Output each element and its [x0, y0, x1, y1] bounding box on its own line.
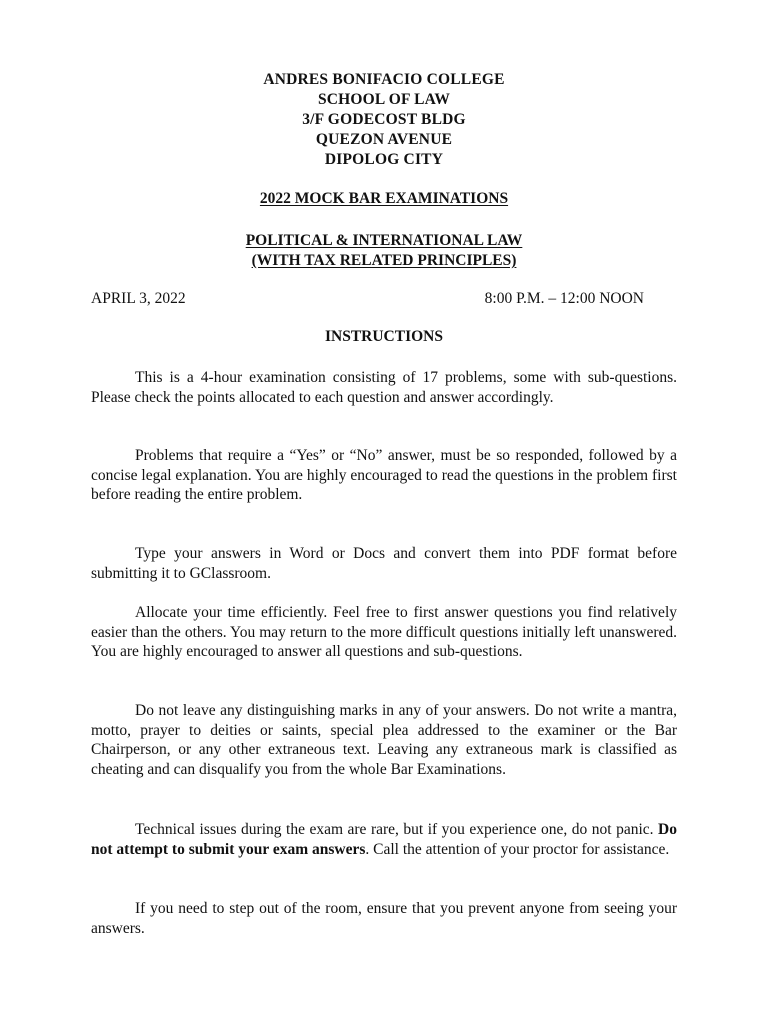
paragraph-6-start: Technical issues during the exam are rare, but if you experience one, do not panic. [135, 821, 659, 838]
subject-line-1: POLITICAL & INTERNATIONAL LAW [245, 232, 523, 249]
exam-date: APRIL 3, 2022 [91, 290, 186, 307]
instruction-paragraph-6 [91, 820, 677, 859]
instruction-paragraph-2: Problems that require a “Yes” or “No” answer, must be so responded, followed by a concise legal explanation. You are highly encouraged to read the questions in the problem first before reading the entire problem. [91, 447, 677, 504]
paragraph-6-emphasis: Do not attempt to submit your exam answers [91, 821, 677, 858]
instructions-heading: INSTRUCTIONS [324, 328, 443, 345]
instruction-paragraph-7: If you need to step out of the room, ensure that you prevent anyone from seeing your answers. [91, 900, 677, 937]
city-address: DIPOLOG CITY [324, 151, 444, 168]
paragraph-6-end: . Call the attention of your proctor for assistance. [365, 840, 670, 858]
college-name: ANDRES BONIFACIO COLLEGE [263, 71, 505, 88]
institution-header [0, 70, 768, 170]
school-name: SCHOOL OF LAW [317, 91, 451, 108]
instruction-paragraph-4: Allocate your time efficiently. Feel free to first answer questions you find relatively easier than the others. You may return to the more difficult questions initially left unanswered. You are highly encouraged to answer all questions and sub-questions. [91, 604, 677, 661]
instruction-paragraph-3: Type your answers in Word or Docs and convert them into PDF format before submitting it to GClassroom. [91, 545, 677, 582]
subject-line-2: (WITH TAX RELATED PRINCIPLES) [251, 252, 517, 269]
instruction-paragraph-1: This is a 4-hour examination consisting of 17 problems, some with sub-questions. Please check the points allocated to each question and answer accordingly. [91, 369, 677, 406]
avenue-address: QUEZON AVENUE [315, 131, 453, 148]
exam-subject [0, 231, 768, 271]
instruction-paragraph-5: Do not leave any distinguishing marks in any of your answers. Do not write a mantra, motto, prayer to deities or saints, special plea addressed to the examiner or the Bar Chairperson, or any other extraneous text. Leaving any extraneous mark is classified as cheating and can disqualify you from the whole Bar Examinations. [91, 702, 677, 778]
building-address: 3/F GODECOST BLDG [302, 111, 466, 128]
exam-title: 2022 MOCK BAR EXAMINATIONS [259, 190, 509, 207]
exam-time: 8:00 P.M. – 12:00 NOON [484, 290, 644, 307]
